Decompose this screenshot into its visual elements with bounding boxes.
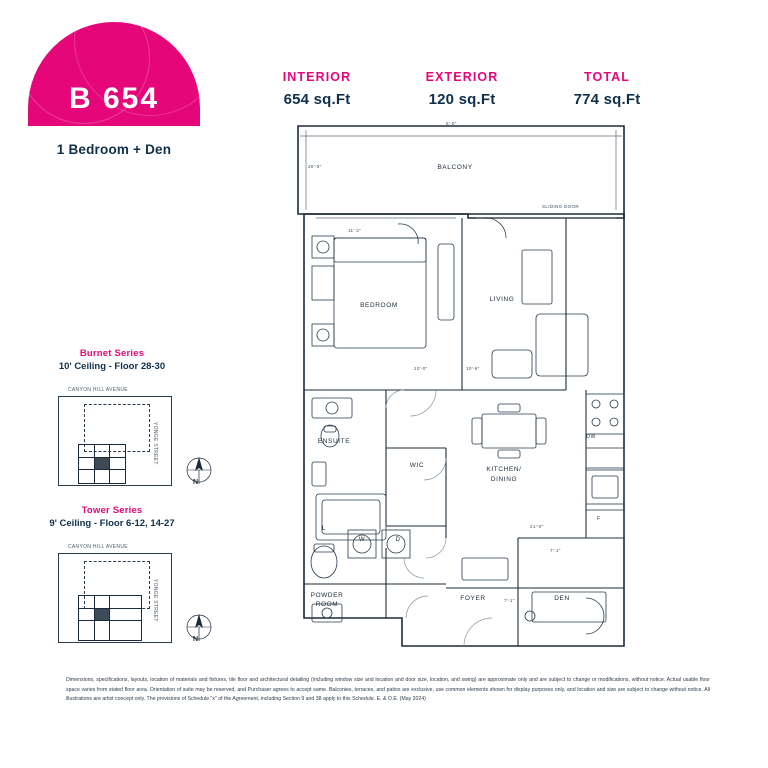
dim-kitchen-length: 21'-0"	[530, 524, 544, 529]
keyplan-burnet-street-right: YONGE STREET	[152, 422, 158, 465]
keyplan-burnet-subtitle: 10' Ceiling - Floor 28-30	[58, 361, 166, 372]
keyplan-burnet-map	[22, 382, 202, 500]
dim-bedroom-depth: 10'-0"	[414, 366, 428, 371]
suite-type-label: 1 Bedroom + Den	[56, 142, 172, 157]
suite-code: B 654	[68, 82, 160, 115]
keyplan-floorplate	[78, 595, 142, 641]
keyplan-unit-marker	[95, 458, 109, 470]
room-label-dining: DINING	[490, 476, 518, 483]
keyplan-tower-subtitle: 9' Ceiling - Floor 6-12, 14-27	[49, 518, 175, 529]
area-total	[552, 70, 662, 108]
keyplan-tower-title: Tower Series	[81, 505, 143, 516]
room-label-linen: L	[322, 526, 326, 532]
floor-plan-drawing	[286, 118, 646, 658]
area-total-label: TOTAL	[583, 70, 630, 84]
suite-badge	[28, 22, 200, 126]
room-label-den: DEN	[554, 595, 570, 602]
keyplan-tower-street-top: CANYON HILL AVENUE	[68, 544, 128, 550]
label-sliding-door: SLIDING DOOR	[542, 204, 580, 209]
area-interior-label: INTERIOR	[282, 70, 352, 84]
room-label-balcony: BALCONY	[437, 164, 473, 171]
keyplan-burnet-title: Burnet Series	[79, 348, 145, 359]
keyplan-floorplate	[78, 444, 126, 484]
room-label-wic: WIC	[409, 462, 425, 469]
room-label-powder: POWDER	[310, 592, 344, 599]
keyplan-unit-marker	[95, 609, 109, 621]
area-exterior-value: 120 sq.Ft	[428, 91, 496, 108]
room-label-washer: W	[358, 537, 366, 543]
keyplan-tower	[22, 505, 202, 657]
dim-den-width: 7'-1"	[550, 548, 561, 553]
room-label-fridge: F	[597, 516, 601, 522]
area-summary	[262, 70, 662, 108]
keyplan-burnet	[22, 348, 202, 500]
area-total-value: 774 sq.Ft	[573, 91, 641, 108]
dim-living-width: 10'-6"	[466, 366, 480, 371]
keyplan-burnet-street-top: CANYON HILL AVENUE	[68, 387, 128, 393]
keyplan-tower-map	[22, 539, 202, 657]
dim-balcony-width: 20'-5"	[308, 164, 322, 169]
room-label-bedroom: BEDROOM	[360, 302, 398, 309]
dim-bedroom-width: 11'-2"	[348, 228, 362, 233]
dim-den-depth: 7'-1"	[504, 598, 515, 603]
area-interior-value: 654 sq.Ft	[283, 91, 351, 108]
floor-plan	[286, 118, 646, 658]
room-label-dryer: D	[395, 537, 401, 543]
dim-balcony-depth: 6'-0"	[446, 121, 457, 126]
room-label-kitchen: KITCHEN/	[486, 466, 522, 473]
compass-north-label: N	[193, 479, 199, 486]
room-label-powder-room: ROOM	[315, 601, 339, 608]
area-exterior	[407, 70, 517, 108]
room-label-dishwasher: DW	[586, 434, 596, 440]
area-interior	[262, 70, 372, 108]
compass-north-label: N	[193, 636, 199, 643]
room-label-foyer: FOYER	[460, 595, 486, 602]
room-label-living: LIVING	[489, 296, 515, 303]
keyplan-tower-street-right: YONGE STREET	[152, 579, 158, 622]
area-exterior-label: EXTERIOR	[425, 70, 499, 84]
disclaimer-text: Dimensions, specifications, layouts, location of materials and fixtures, tile floor and architectural detailing (including window size and location and door size, location, and swing) are approximate only and are subject to change or modifications, without notice. Actual usable floor space varies from stated floor area. Orientation of suite may be reserved, and Purchaser agrees to accept same. Balconies, terraces, and patios are exclusive, use common elements shown for display purposes only, and location and size are subject to change without notice. All illustrations are artist concept only. The provisions of Schedule "x" of the Agreement, including Section 9 and 38 apply to this Schedule. E. & O.E. (May 2024)	[66, 677, 710, 703]
room-label-ensuite: ENSUITE	[317, 438, 351, 445]
